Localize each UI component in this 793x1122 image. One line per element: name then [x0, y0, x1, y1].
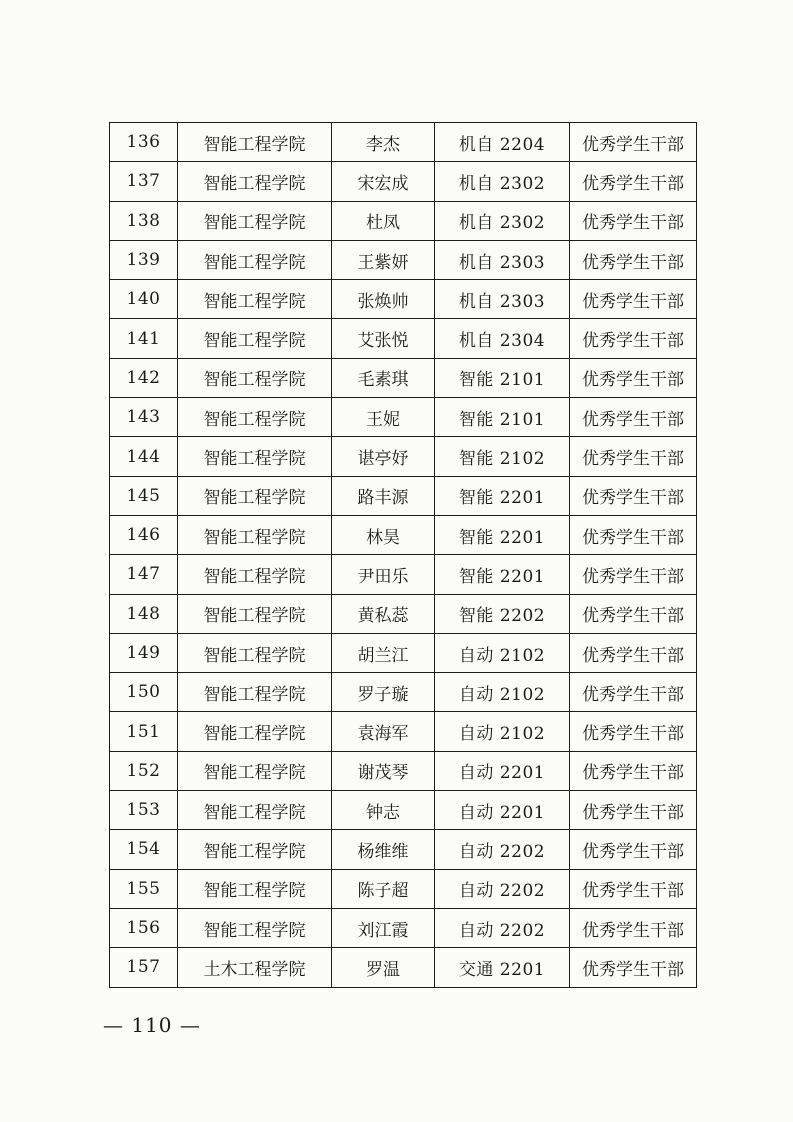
table-row	[110, 908, 697, 947]
college-cell: 智能工程学院	[178, 358, 332, 397]
college-cell: 智能工程学院	[178, 869, 332, 908]
award-cell: 优秀学生干部	[570, 555, 697, 594]
student-name-cell: 艾张悦	[332, 319, 435, 358]
award-cell: 优秀学生干部	[570, 280, 697, 319]
college-cell: 智能工程学院	[178, 398, 332, 437]
row-number-cell: 138	[110, 201, 178, 240]
college-cell: 智能工程学院	[178, 123, 332, 162]
row-number-cell: 156	[110, 908, 178, 947]
row-number-cell: 149	[110, 633, 178, 672]
class-cell: 智能 2102	[435, 437, 570, 476]
table-row	[110, 240, 697, 279]
row-number-cell: 142	[110, 358, 178, 397]
award-cell: 优秀学生干部	[570, 948, 697, 987]
student-name-cell: 黄私蕊	[332, 594, 435, 633]
row-number-cell: 157	[110, 948, 178, 987]
award-cell: 优秀学生干部	[570, 515, 697, 554]
table-row	[110, 830, 697, 869]
student-name-cell: 路丰源	[332, 476, 435, 515]
college-cell: 土木工程学院	[178, 948, 332, 987]
award-cell: 优秀学生干部	[570, 240, 697, 279]
class-cell: 机自 2303	[435, 280, 570, 319]
class-cell: 智能 2201	[435, 515, 570, 554]
table-row	[110, 476, 697, 515]
student-name-cell: 罗子璇	[332, 673, 435, 712]
student-name-cell: 李杰	[332, 123, 435, 162]
student-name-cell: 罗温	[332, 948, 435, 987]
class-cell: 自动 2202	[435, 869, 570, 908]
college-cell: 智能工程学院	[178, 240, 332, 279]
class-cell: 自动 2102	[435, 673, 570, 712]
row-number-cell: 141	[110, 319, 178, 358]
college-cell: 智能工程学院	[178, 594, 332, 633]
award-cell: 优秀学生干部	[570, 830, 697, 869]
class-cell: 机自 2303	[435, 240, 570, 279]
award-cell: 优秀学生干部	[570, 712, 697, 751]
row-number-cell: 146	[110, 515, 178, 554]
row-number-cell: 147	[110, 555, 178, 594]
college-cell: 智能工程学院	[178, 673, 332, 712]
award-cell: 优秀学生干部	[570, 594, 697, 633]
row-number-cell: 148	[110, 594, 178, 633]
table-row	[110, 162, 697, 201]
table-row	[110, 437, 697, 476]
class-cell: 机自 2302	[435, 162, 570, 201]
class-cell: 自动 2202	[435, 830, 570, 869]
class-cell: 自动 2202	[435, 908, 570, 947]
award-cell: 优秀学生干部	[570, 162, 697, 201]
class-cell: 自动 2102	[435, 633, 570, 672]
student-name-cell: 杜凤	[332, 201, 435, 240]
class-cell: 智能 2201	[435, 555, 570, 594]
award-cell: 优秀学生干部	[570, 908, 697, 947]
student-name-cell: 王妮	[332, 398, 435, 437]
college-cell: 智能工程学院	[178, 319, 332, 358]
award-cell: 优秀学生干部	[570, 673, 697, 712]
table-row	[110, 280, 697, 319]
award-cell: 优秀学生干部	[570, 751, 697, 790]
table-row	[110, 123, 697, 162]
award-cell: 优秀学生干部	[570, 319, 697, 358]
award-cell: 优秀学生干部	[570, 476, 697, 515]
class-cell: 智能 2201	[435, 476, 570, 515]
college-cell: 智能工程学院	[178, 830, 332, 869]
table-row	[110, 751, 697, 790]
page-number: — 110 —	[103, 1013, 201, 1037]
student-name-cell: 张焕帅	[332, 280, 435, 319]
college-cell: 智能工程学院	[178, 712, 332, 751]
row-number-cell: 151	[110, 712, 178, 751]
class-cell: 自动 2201	[435, 791, 570, 830]
student-name-cell: 王紫妍	[332, 240, 435, 279]
class-cell: 智能 2101	[435, 358, 570, 397]
award-cell: 优秀学生干部	[570, 869, 697, 908]
award-cell: 优秀学生干部	[570, 123, 697, 162]
row-number-cell: 144	[110, 437, 178, 476]
table-row	[110, 712, 697, 751]
row-number-cell: 136	[110, 123, 178, 162]
table-row	[110, 791, 697, 830]
college-cell: 智能工程学院	[178, 555, 332, 594]
student-name-cell: 宋宏成	[332, 162, 435, 201]
award-cell: 优秀学生干部	[570, 398, 697, 437]
college-cell: 智能工程学院	[178, 908, 332, 947]
award-cell: 优秀学生干部	[570, 201, 697, 240]
class-cell: 机自 2304	[435, 319, 570, 358]
student-name-cell: 胡兰江	[332, 633, 435, 672]
college-cell: 智能工程学院	[178, 515, 332, 554]
table-row	[110, 673, 697, 712]
student-name-cell: 谢茂琴	[332, 751, 435, 790]
row-number-cell: 155	[110, 869, 178, 908]
college-cell: 智能工程学院	[178, 201, 332, 240]
table-row	[110, 555, 697, 594]
college-cell: 智能工程学院	[178, 791, 332, 830]
college-cell: 智能工程学院	[178, 437, 332, 476]
student-name-cell: 钟志	[332, 791, 435, 830]
college-cell: 智能工程学院	[178, 280, 332, 319]
table-row	[110, 633, 697, 672]
student-name-cell: 袁海军	[332, 712, 435, 751]
student-name-cell: 刘江霞	[332, 908, 435, 947]
row-number-cell: 153	[110, 791, 178, 830]
row-number-cell: 140	[110, 280, 178, 319]
award-cell: 优秀学生干部	[570, 358, 697, 397]
student-name-cell: 陈子超	[332, 869, 435, 908]
student-name-cell: 林昊	[332, 515, 435, 554]
table-row	[110, 201, 697, 240]
college-cell: 智能工程学院	[178, 476, 332, 515]
award-list-table	[109, 122, 697, 988]
row-number-cell: 139	[110, 240, 178, 279]
college-cell: 智能工程学院	[178, 162, 332, 201]
row-number-cell: 143	[110, 398, 178, 437]
table-row	[110, 515, 697, 554]
class-cell: 智能 2101	[435, 398, 570, 437]
class-cell: 交通 2201	[435, 948, 570, 987]
award-list-body	[110, 123, 697, 988]
class-cell: 智能 2202	[435, 594, 570, 633]
class-cell: 机自 2204	[435, 123, 570, 162]
award-cell: 优秀学生干部	[570, 791, 697, 830]
table-row	[110, 948, 697, 987]
row-number-cell: 152	[110, 751, 178, 790]
award-cell: 优秀学生干部	[570, 437, 697, 476]
row-number-cell: 145	[110, 476, 178, 515]
college-cell: 智能工程学院	[178, 751, 332, 790]
row-number-cell: 154	[110, 830, 178, 869]
table-row	[110, 398, 697, 437]
table-row	[110, 869, 697, 908]
student-name-cell: 毛素琪	[332, 358, 435, 397]
class-cell: 自动 2102	[435, 712, 570, 751]
student-name-cell: 杨维维	[332, 830, 435, 869]
student-name-cell: 尹田乐	[332, 555, 435, 594]
college-cell: 智能工程学院	[178, 633, 332, 672]
row-number-cell: 137	[110, 162, 178, 201]
table-row	[110, 358, 697, 397]
table-row	[110, 319, 697, 358]
table-row	[110, 594, 697, 633]
award-cell: 优秀学生干部	[570, 633, 697, 672]
student-name-cell: 谌亭妤	[332, 437, 435, 476]
class-cell: 自动 2201	[435, 751, 570, 790]
row-number-cell: 150	[110, 673, 178, 712]
class-cell: 机自 2302	[435, 201, 570, 240]
